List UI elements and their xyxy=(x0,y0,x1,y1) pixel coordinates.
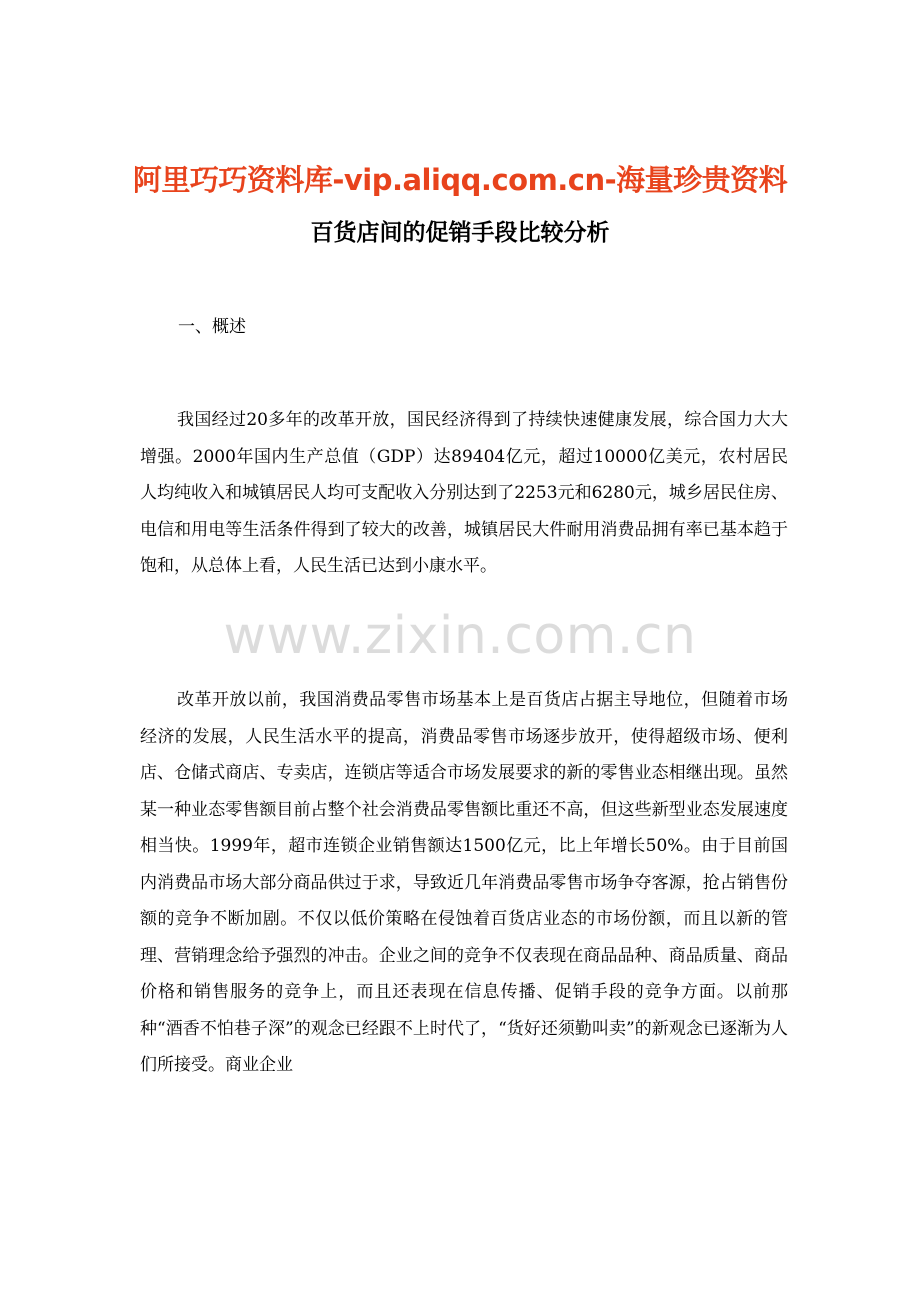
document-title: 百货店间的促销手段比较分析 xyxy=(310,220,610,246)
watermark: www.zixin.com.cn xyxy=(223,606,697,666)
banner-text: 阿里巧巧资料库-vip.aliqq.com.cn-海量珍贵资料 xyxy=(132,163,788,197)
paragraph-1: 我国经过20多年的改革开放，国民经济得到了持续快速健康发展，综合国力大大增强。2000年国内生产总值（GDP）达89404亿元，超过10000亿美元，农村居民人均纯收入和城镇居民人均可支配收入分别达到了2253元和6280元，城乡居民住房、电信和用电等生活条件得到了较大的改善，城镇居民大件耐用消费品拥有率已基本趋于饱和，从总体上看，人民生活已达到小康水平。 xyxy=(140,410,788,576)
site-banner xyxy=(0,160,920,200)
section-heading: 一、概述 xyxy=(178,317,246,337)
paragraph-2: 改革开放以前，我国消费品零售市场基本上是百货店占据主导地位，但随着市场经济的发展，人民生活水平的提高，消费品零售市场逐步放开，使得超级市场、便利店、仓储式商店、专卖店，连锁店等适合市场发展要求的新的零售业态相继出现。虽然某一种业态零售额目前占整个社会消费品零售额比重还不高，但这些新型业态发展速度相当快。1999年，超市连锁企业销售额达1500亿元，比上年增长50%。由于目前国内消费品市场大部分商品供过于求，导致近几年消费品零售市场争夺客源，抢占销售份额的竞争不断加剧。不仅以低价策略在侵蚀着百货店业态的市场份额，而且以新的管理、营销理念给予强烈的冲击。企业之间的竞争不仅表现在商品品种、商品质量、商品价格和销售服务的竞争上，而且还表现在信息传播、促销手段的竞争方面。以前那种“酒香不怕巷子深”的观念已经跟不上时代了，“货好还须勤叫卖”的新观念已逐渐为人们所接受。商业企业 xyxy=(140,690,788,1075)
